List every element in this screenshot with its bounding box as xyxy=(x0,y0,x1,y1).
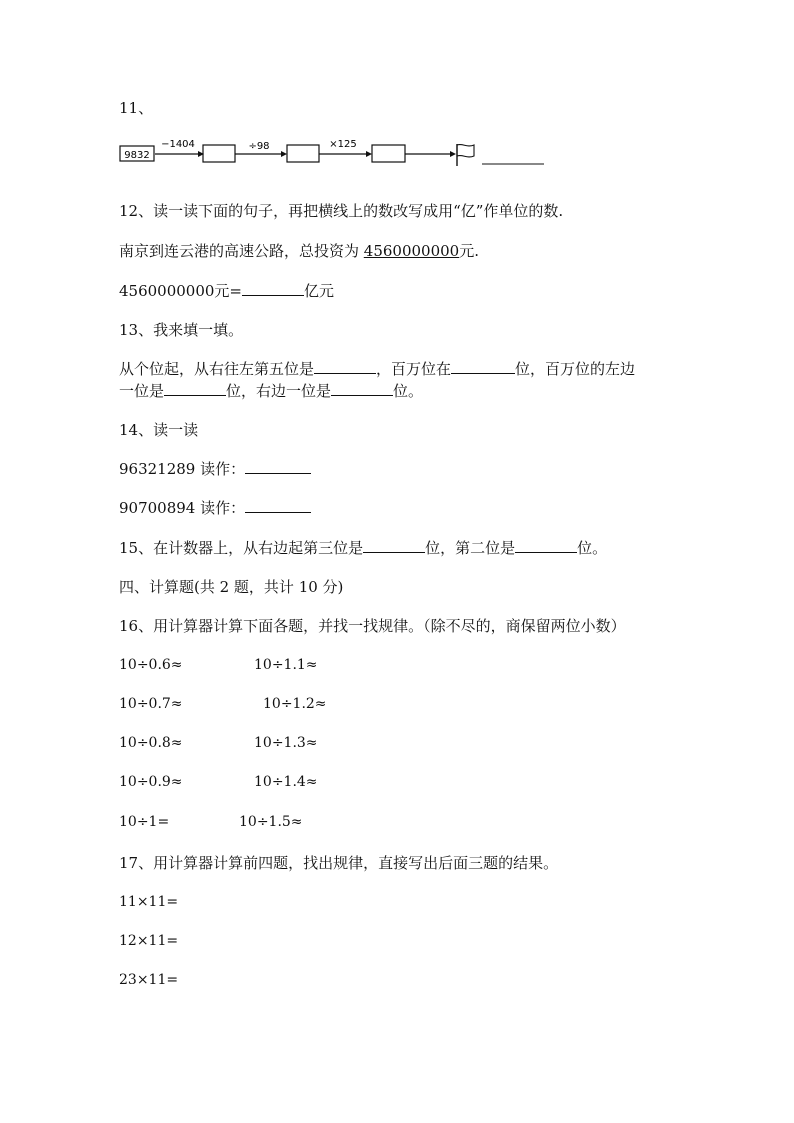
arrow-4-head xyxy=(450,151,456,157)
q16-left-2: 10÷0.7≈ xyxy=(119,696,183,712)
q17-title: 17、用计算器计算前四题，找出规律，直接写出后面三题的结果。 xyxy=(119,854,559,872)
q12-answer-line xyxy=(119,281,334,301)
q14-blank-2[interactable] xyxy=(245,498,311,513)
q11-number: 11、 xyxy=(119,99,154,117)
q12-sentence xyxy=(119,241,479,261)
q17-item-2: 12×11= xyxy=(119,933,179,949)
q16-right-3: 10÷1.3≈ xyxy=(254,735,318,751)
op-1: −1404 xyxy=(161,139,195,150)
arrow-3-head xyxy=(366,151,372,157)
q13-l1-b: ，百万位在 xyxy=(376,360,452,378)
q14-item-1-text: 96321289 读作： xyxy=(119,460,246,478)
q13-l2-b: 位，右边一位是 xyxy=(226,382,332,400)
arrow-2-head xyxy=(281,151,287,157)
q16-left-3: 10÷0.8≈ xyxy=(119,735,183,751)
q16-title: 16、用计算器计算下面各题，并找一找规律。（除不尽的，商保留两位小数） xyxy=(119,617,626,635)
op-2: ÷98 xyxy=(248,141,270,152)
q13-blank-4[interactable] xyxy=(331,381,393,396)
answer-box-3[interactable] xyxy=(372,145,405,162)
q13-title: 13、我来填一填。 xyxy=(119,321,244,339)
q12-answer-blank[interactable] xyxy=(242,281,304,296)
q12-answer-pre: 4560000000元= xyxy=(119,282,243,300)
q15-line xyxy=(119,538,607,558)
q15-c: 位。 xyxy=(577,539,608,557)
q15-a: 15、在计数器上，从右边起第三位是 xyxy=(119,539,364,557)
q13-blank-3[interactable] xyxy=(164,381,226,396)
q14-title: 14、读一读 xyxy=(119,421,199,439)
q14-blank-1[interactable] xyxy=(245,459,311,474)
q14-item-2-text: 90700894 读作： xyxy=(119,499,246,517)
q16-right-4: 10÷1.4≈ xyxy=(254,774,318,790)
q12-sentence-post: 元. xyxy=(459,242,479,260)
flag-icon xyxy=(457,144,474,166)
q13-line2 xyxy=(119,381,423,401)
q17-item-1: 11×11= xyxy=(119,894,179,910)
q15-blank-2[interactable] xyxy=(515,538,577,553)
q12-answer-post: 亿元 xyxy=(304,282,335,300)
q15-blank-1[interactable] xyxy=(363,538,425,553)
q16-left-1: 10÷0.6≈ xyxy=(119,657,183,673)
q17-item-3: 23×11= xyxy=(119,972,179,988)
q13-l1-a: 从个位起，从右往左第五位是 xyxy=(119,360,315,378)
q13-line1 xyxy=(119,359,635,379)
answer-box-1[interactable] xyxy=(203,145,235,162)
q13-l2-c: 位。 xyxy=(393,382,424,400)
start-value: 9832 xyxy=(124,150,150,161)
q16-right-2: 10÷1.2≈ xyxy=(263,696,327,712)
q16-right-1: 10÷1.1≈ xyxy=(254,657,318,673)
q14-item-1 xyxy=(119,459,311,479)
answer-box-2[interactable] xyxy=(287,145,319,162)
q15-b: 位，第二位是 xyxy=(425,539,516,557)
q12-title: 12、读一读下面的句子，再把横线上的数改写成用“亿”作单位的数. xyxy=(119,202,564,220)
q13-blank-1[interactable] xyxy=(314,359,376,374)
q16-left-5: 10÷1= xyxy=(119,814,170,830)
q13-blank-2[interactable] xyxy=(451,359,515,374)
q13-l2-a: 一位是 xyxy=(119,382,165,400)
q16-right-5: 10÷1.5≈ xyxy=(239,814,303,830)
op-3: ×125 xyxy=(329,139,357,150)
section-4-heading: 四、计算题(共 2 题，共计 10 分) xyxy=(119,578,344,596)
q13-l1-c: 位，百万位的左边 xyxy=(515,360,636,378)
q12-sentence-pre: 南京到连云港的高速公路，总投资为 xyxy=(119,242,364,260)
q12-underlined-number: 4560000000 xyxy=(363,242,460,260)
q11-flow-diagram xyxy=(118,134,558,174)
q16-left-4: 10÷0.9≈ xyxy=(119,774,183,790)
q14-item-2 xyxy=(119,498,311,518)
